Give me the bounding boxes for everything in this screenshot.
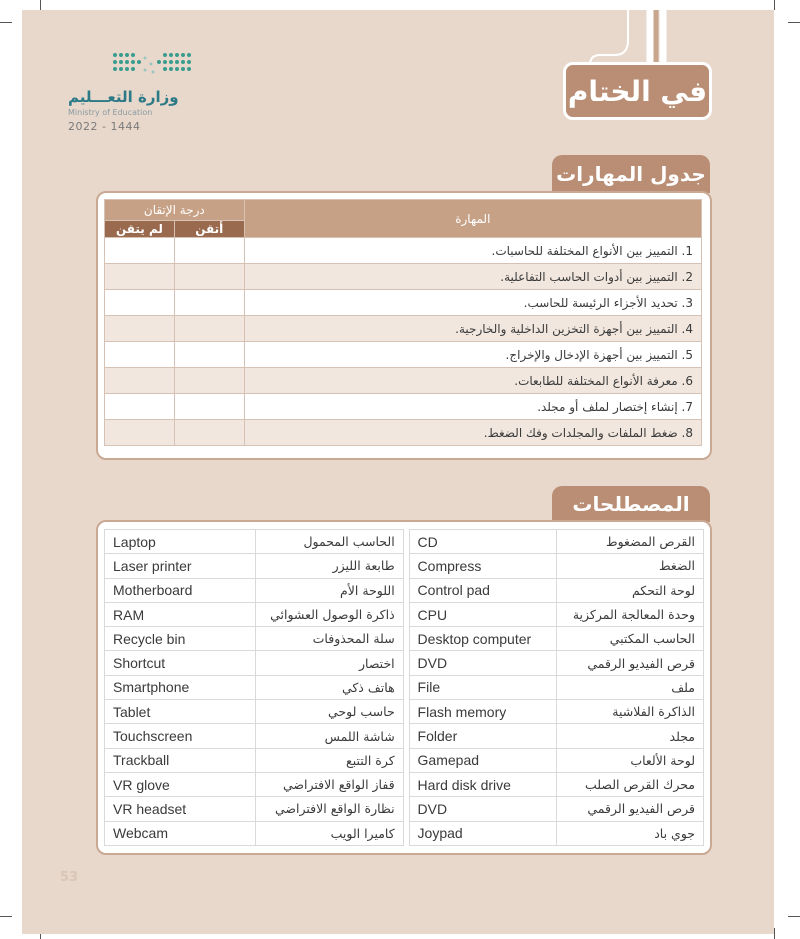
- term-arabic: مجلد: [557, 724, 704, 748]
- term-arabic: الضغط: [557, 554, 704, 578]
- crop-mark: [788, 916, 800, 917]
- not-mastered-cell[interactable]: [105, 420, 175, 446]
- table-row: [105, 420, 702, 446]
- term-row: [105, 797, 704, 821]
- term-english: Shortcut: [105, 651, 256, 675]
- term-arabic: كاميرا الويب: [255, 821, 403, 845]
- term-arabic: ذاكرة الوصول العشوائي: [255, 602, 403, 626]
- term-arabic: القرص المضغوط: [557, 530, 704, 554]
- term-english: Hard disk drive: [409, 772, 557, 796]
- not-mastered-cell[interactable]: [105, 368, 175, 394]
- not-mastered-cell[interactable]: [105, 394, 175, 420]
- crop-mark: [0, 916, 12, 917]
- term-arabic: الذاكرة الفلاشية: [557, 700, 704, 724]
- term-arabic: سلة المحذوفات: [255, 627, 403, 651]
- term-arabic: قرص الفيديو الرقمي: [557, 651, 704, 675]
- not-mastered-cell[interactable]: [105, 342, 175, 368]
- term-arabic: شاشة اللمس: [255, 724, 403, 748]
- term-english: VR headset: [105, 797, 256, 821]
- term-arabic: محرك القرص الصلب: [557, 772, 704, 796]
- term-arabic: الحاسب المكتبي: [557, 627, 704, 651]
- skill-header: المهارة: [244, 200, 701, 238]
- term-row: [105, 530, 704, 554]
- term-english: Laser printer: [105, 554, 256, 578]
- crop-mark: [774, 0, 775, 10]
- mastery-header: درجة الإتقان: [105, 200, 245, 221]
- term-arabic: هاتف ذكي: [255, 675, 403, 699]
- term-english: Joypad: [409, 821, 557, 845]
- term-row: [105, 700, 704, 724]
- skill-text: 1. التمييز بين الأنواع المختلفة للحاسبات.: [244, 238, 701, 264]
- logo-arabic-text: وزارة التعـــليم: [68, 88, 179, 106]
- term-arabic: الحاسب المحمول: [255, 530, 403, 554]
- crop-mark: [774, 928, 775, 939]
- table-row: [105, 368, 702, 394]
- term-arabic: كرة التتبع: [255, 748, 403, 772]
- term-arabic: لوحة التحكم: [557, 578, 704, 602]
- term-english: DVD: [409, 651, 557, 675]
- term-english: Control pad: [409, 578, 557, 602]
- term-arabic: ملف: [557, 675, 704, 699]
- term-row: [105, 602, 704, 626]
- term-arabic: قفاز الواقع الافتراضي: [255, 772, 403, 796]
- table-row: [105, 394, 702, 420]
- crop-mark: [0, 22, 12, 23]
- term-arabic: اختصار: [255, 651, 403, 675]
- term-english: RAM: [105, 602, 256, 626]
- term-arabic: حاسب لوحي: [255, 700, 403, 724]
- logo-year: 2022 - 1444: [68, 120, 141, 133]
- term-english: Tablet: [105, 700, 256, 724]
- term-row: [105, 821, 704, 845]
- skill-text: 8. ضغط الملفات والمجلدات وفك الضغط.: [244, 420, 701, 446]
- term-english: Gamepad: [409, 748, 557, 772]
- not-mastered-header: لم يتقن: [105, 221, 175, 238]
- mastered-cell[interactable]: [174, 290, 244, 316]
- term-english: DVD: [409, 797, 557, 821]
- term-english: Trackball: [105, 748, 256, 772]
- hanging-sign-decoration: [580, 10, 690, 70]
- not-mastered-cell[interactable]: [105, 264, 175, 290]
- mastered-cell[interactable]: [174, 342, 244, 368]
- term-row: [105, 578, 704, 602]
- term-row: [105, 651, 704, 675]
- term-arabic: طابعة الليزر: [255, 554, 403, 578]
- term-english: VR glove: [105, 772, 256, 796]
- table-row: [105, 290, 702, 316]
- mastered-cell[interactable]: [174, 264, 244, 290]
- mastered-cell[interactable]: [174, 316, 244, 342]
- term-english: Webcam: [105, 821, 256, 845]
- page-number: 53: [60, 870, 79, 885]
- crop-mark: [788, 22, 800, 23]
- crop-mark: [40, 0, 41, 10]
- term-english: Laptop: [105, 530, 256, 554]
- not-mastered-cell[interactable]: [105, 238, 175, 264]
- logo-dots-icon: [110, 50, 200, 78]
- term-arabic: جوي باد: [557, 821, 704, 845]
- term-english: Recycle bin: [105, 627, 256, 651]
- table-row: [105, 316, 702, 342]
- mastered-cell[interactable]: [174, 368, 244, 394]
- term-row: [105, 748, 704, 772]
- table-row: [105, 264, 702, 290]
- mastered-cell[interactable]: [174, 420, 244, 446]
- term-english: Compress: [409, 554, 557, 578]
- not-mastered-cell[interactable]: [105, 290, 175, 316]
- skill-text: 7. إنشاء إختصار لملف أو مجلد.: [244, 394, 701, 420]
- term-english: Smartphone: [105, 675, 256, 699]
- skill-text: 5. التمييز بين أجهزة الإدخال والإخراج.: [244, 342, 701, 368]
- skills-table: [104, 199, 702, 446]
- term-row: [105, 627, 704, 651]
- term-row: [105, 675, 704, 699]
- term-arabic: لوحة الألعاب: [557, 748, 704, 772]
- term-row: [105, 554, 704, 578]
- term-english: Desktop computer: [409, 627, 557, 651]
- term-row: [105, 724, 704, 748]
- table-row: [105, 238, 702, 264]
- terms-table: [104, 529, 704, 846]
- skills-header-row: [105, 200, 702, 221]
- term-arabic: وحدة المعالجة المركزية: [557, 602, 704, 626]
- not-mastered-cell[interactable]: [105, 316, 175, 342]
- term-english: Flash memory: [409, 700, 557, 724]
- section-title: في الختام: [563, 62, 712, 120]
- skill-text: 6. معرفة الأنواع المختلفة للطابعات.: [244, 368, 701, 394]
- term-english: Folder: [409, 724, 557, 748]
- term-english: Touchscreen: [105, 724, 256, 748]
- logo-english-text: Ministry of Education: [68, 108, 153, 117]
- term-english: Motherboard: [105, 578, 256, 602]
- skill-text: 2. التمييز بين أدوات الحاسب التفاعلية.: [244, 264, 701, 290]
- term-english: CD: [409, 530, 557, 554]
- term-row: [105, 772, 704, 796]
- term-english: CPU: [409, 602, 557, 626]
- term-arabic: قرص الفيديو الرقمي: [557, 797, 704, 821]
- terms-heading: المصطلحات: [552, 486, 710, 522]
- term-english: File: [409, 675, 557, 699]
- skills-heading: جدول المهارات: [552, 155, 710, 193]
- table-row: [105, 342, 702, 368]
- mastered-cell[interactable]: [174, 238, 244, 264]
- skill-text: 4. التمييز بين أجهزة التخزين الداخلية والخارجية.: [244, 316, 701, 342]
- term-arabic: اللوحة الأم: [255, 578, 403, 602]
- mastered-cell[interactable]: [174, 394, 244, 420]
- skill-text: 3. تحديد الأجزاء الرئيسة للحاسب.: [244, 290, 701, 316]
- term-arabic: نظارة الواقع الافتراضي: [255, 797, 403, 821]
- mastered-header: أتقن: [174, 221, 244, 238]
